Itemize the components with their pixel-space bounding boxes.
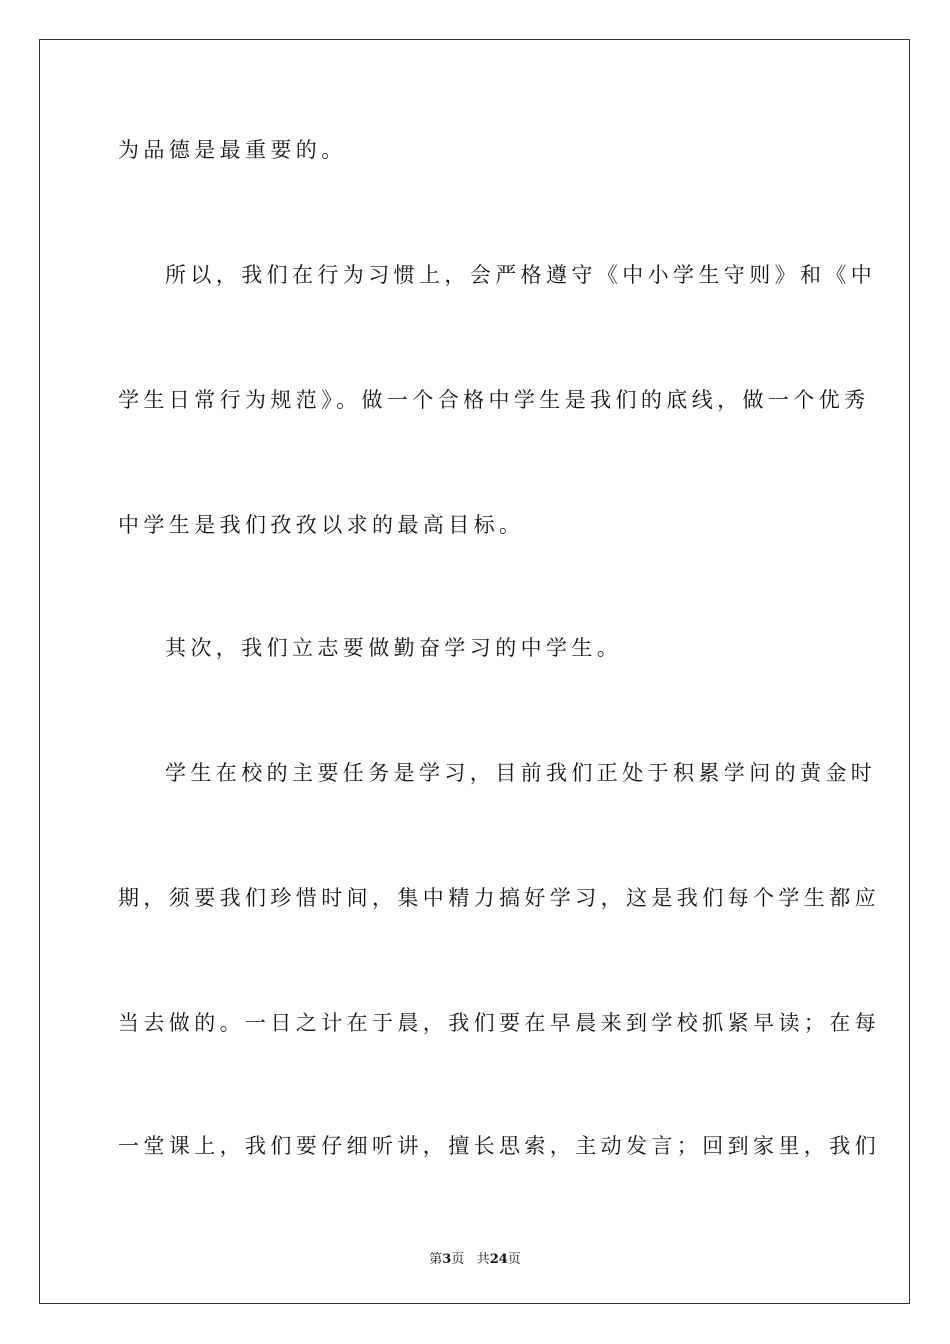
total-pages: 24 xyxy=(489,1252,508,1267)
text-line-9: 一堂课上，我们要仔细听讲，擅长思索，主动发言；回到家里，我们 xyxy=(118,1134,880,1158)
page-prefix: 第 xyxy=(429,1252,443,1267)
text-line-1: 为品德是最重要的。 xyxy=(118,138,347,162)
total-prefix: 共 xyxy=(476,1252,490,1267)
text-line-6: 学生在校的主要任务是学习，目前我们正处于积累学问的黄金时 xyxy=(165,761,877,785)
text-line-4: 中学生是我们孜孜以求的最高目标。 xyxy=(118,513,525,537)
total-suffix: 页 xyxy=(507,1252,521,1267)
text-line-2: 所以，我们在行为习惯上，会严格遵守《中小学生守则》和《中 xyxy=(165,263,877,287)
page-number: 3 xyxy=(442,1252,452,1267)
page-border xyxy=(39,39,910,1304)
page-suffix: 页 xyxy=(451,1252,465,1267)
text-line-8: 当去做的。一日之计在于晨，我们要在早晨来到学校抓紧早读；在每 xyxy=(118,1011,880,1035)
page-footer xyxy=(0,1248,950,1267)
text-line-7: 期，须要我们珍惜时间，集中精力搞好学习，这是我们每个学生都应 xyxy=(118,886,880,910)
text-line-3: 学生日常行为规范》。做一个合格中学生是我们的底线，做一个优秀 xyxy=(118,388,870,412)
text-line-5: 其次，我们立志要做勤奋学习的中学生。 xyxy=(165,636,623,660)
